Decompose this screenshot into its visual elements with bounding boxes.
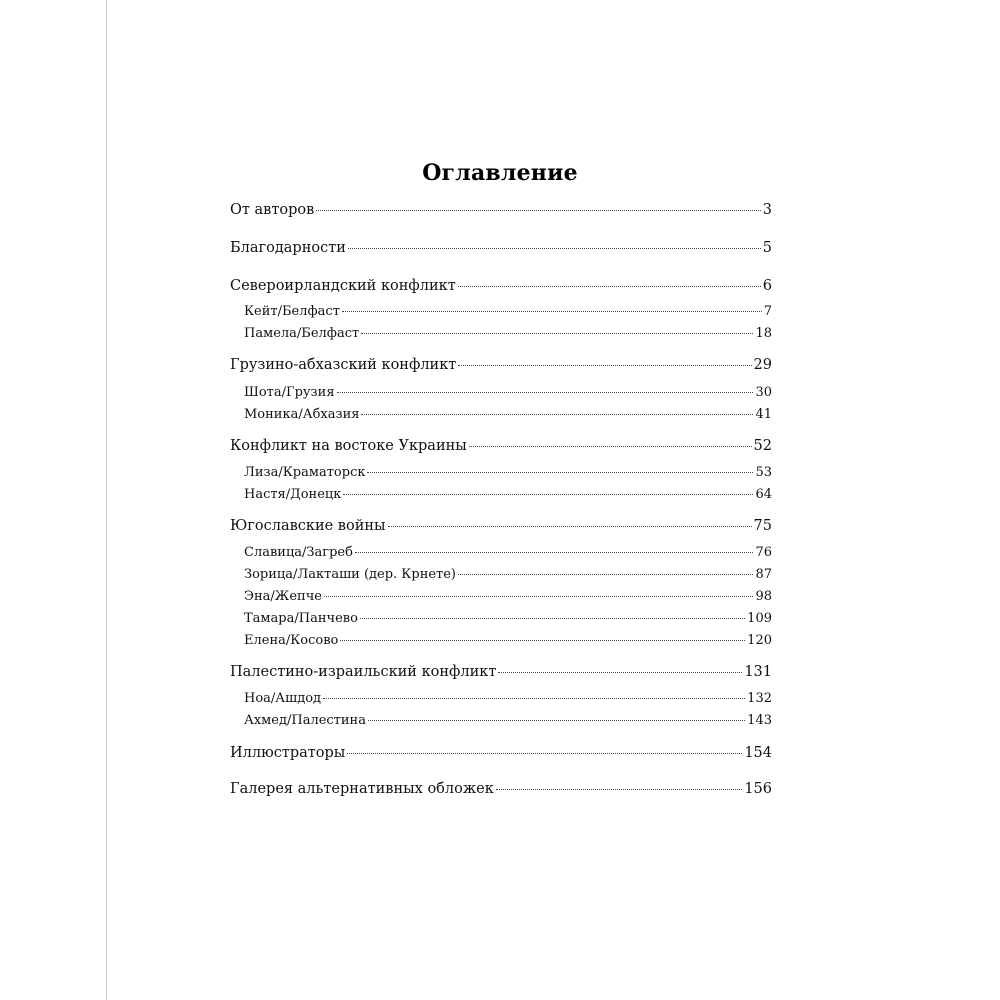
- toc-subentry-monika-abkhazia[interactable]: [230, 407, 772, 422]
- toc-subentry-liza-kramatorsk[interactable]: [230, 465, 772, 480]
- toc-entry-page: 64: [755, 487, 772, 502]
- toc-entry-page: 76: [755, 545, 772, 560]
- toc-subentry-shota-georgia[interactable]: [230, 385, 772, 400]
- toc-subentry-nastya-donetsk[interactable]: [230, 487, 772, 502]
- dot-leader: [458, 365, 751, 366]
- page-edge-line: [106, 0, 107, 1000]
- toc-subentry-pamela-belfast[interactable]: [230, 326, 772, 341]
- dot-leader: [343, 494, 753, 495]
- toc-entry-label: Грузино-абхазский конфликт: [230, 357, 457, 373]
- toc-entry-label: Елена/Косово: [244, 633, 339, 648]
- dot-leader: [458, 574, 753, 575]
- dot-leader: [337, 392, 754, 393]
- toc-entry-label: Североирландский конфликт: [230, 278, 456, 294]
- toc-entry-page: 132: [747, 691, 772, 706]
- table-of-contents: [230, 0, 772, 1000]
- dot-leader: [316, 210, 761, 211]
- toc-entry-illustrators[interactable]: [230, 745, 772, 761]
- toc-subentry-ena-zepce[interactable]: [230, 589, 772, 604]
- toc-entry-page: 131: [744, 664, 772, 680]
- toc-entry-page: 120: [747, 633, 772, 648]
- dot-leader: [498, 672, 742, 673]
- dot-leader: [323, 698, 745, 699]
- toc-subentry-ahmed-palestine[interactable]: [230, 713, 772, 728]
- dot-leader: [355, 552, 754, 553]
- dot-leader: [347, 753, 742, 754]
- toc-entry-label: Ноа/Ашдод: [244, 691, 322, 706]
- toc-entry-label: Благодарности: [230, 240, 346, 256]
- toc-entry-label: Тамара/Панчево: [244, 611, 358, 626]
- dot-leader: [361, 414, 753, 415]
- toc-entry-page: 29: [753, 357, 772, 373]
- toc-section-georgian-abkhaz[interactable]: [230, 357, 772, 373]
- dot-leader: [340, 640, 745, 641]
- toc-entry-page: 98: [755, 589, 772, 604]
- toc-entry-page: 6: [762, 278, 772, 294]
- toc-entry-page: 7: [763, 304, 772, 319]
- toc-entry-page: 5: [762, 240, 772, 256]
- toc-section-eastern-ukraine[interactable]: [230, 438, 772, 454]
- toc-entry-page: 30: [755, 385, 772, 400]
- toc-entry-label: Югославские войны: [230, 518, 386, 534]
- dot-leader: [324, 596, 753, 597]
- toc-entry-label: Моника/Абхазия: [244, 407, 360, 422]
- toc-entry-label: Зорица/Лакташи (дер. Крнете): [244, 567, 457, 582]
- toc-subentry-kate-belfast[interactable]: [230, 304, 772, 319]
- toc-entry-page: 52: [753, 438, 772, 454]
- toc-entry-page: 156: [744, 781, 772, 797]
- dot-leader: [361, 333, 753, 334]
- toc-entry-label: Иллюстраторы: [230, 745, 346, 761]
- dot-leader: [360, 618, 745, 619]
- toc-entry-page: 18: [755, 326, 772, 341]
- toc-entry-label: Славица/Загреб: [244, 545, 353, 560]
- toc-entry-label: Конфликт на востоке Украины: [230, 438, 467, 454]
- dot-leader: [368, 720, 745, 721]
- dot-leader: [458, 286, 761, 287]
- dot-leader: [496, 789, 742, 790]
- toc-entry-label: Кейт/Белфаст: [244, 304, 340, 319]
- toc-entry-label: Лиза/Краматорск: [244, 465, 366, 480]
- toc-entry-page: 53: [755, 465, 772, 480]
- toc-subentry-slavica-zagreb[interactable]: [230, 545, 772, 560]
- toc-entry-label: Памела/Белфаст: [244, 326, 360, 341]
- toc-entry-label: Галерея альтернативных обложек: [230, 781, 494, 797]
- dot-leader: [388, 526, 752, 527]
- toc-entry-label: Шота/Грузия: [244, 385, 335, 400]
- toc-section-northern-ireland[interactable]: [230, 278, 772, 294]
- toc-entry-page: 41: [755, 407, 772, 422]
- toc-entry-label: Настя/Донецк: [244, 487, 342, 502]
- toc-title: Оглавление: [422, 160, 578, 186]
- toc-entry-label: Эна/Жепче: [244, 589, 322, 604]
- toc-entry-page: 75: [753, 518, 772, 534]
- toc-entry-label: Ахмед/Палестина: [244, 713, 366, 728]
- toc-entry-from-authors[interactable]: [230, 202, 772, 218]
- dot-leader: [367, 472, 753, 473]
- toc-entry-page: 109: [747, 611, 772, 626]
- toc-entry-page: 87: [755, 567, 772, 582]
- toc-subentry-elena-kosovo[interactable]: [230, 633, 772, 648]
- toc-entry-page: 3: [762, 202, 772, 218]
- dot-leader: [342, 311, 762, 312]
- toc-entry-alternative-covers[interactable]: [230, 781, 772, 797]
- toc-section-yugoslav-wars[interactable]: [230, 518, 772, 534]
- toc-entry-page: 143: [747, 713, 772, 728]
- toc-subentry-zorica-laktashi[interactable]: [230, 567, 772, 582]
- dot-leader: [469, 446, 752, 447]
- dot-leader: [348, 248, 761, 249]
- toc-entry-label: От авторов: [230, 202, 315, 218]
- toc-subentry-noa-ashdod[interactable]: [230, 691, 772, 706]
- toc-entry-page: 154: [744, 745, 772, 761]
- toc-entry-acknowledgements[interactable]: [230, 240, 772, 256]
- toc-subentry-tamara-pancevo[interactable]: [230, 611, 772, 626]
- toc-section-palestinian-israeli[interactable]: [230, 664, 772, 680]
- toc-entry-label: Палестино-израильский конфликт: [230, 664, 497, 680]
